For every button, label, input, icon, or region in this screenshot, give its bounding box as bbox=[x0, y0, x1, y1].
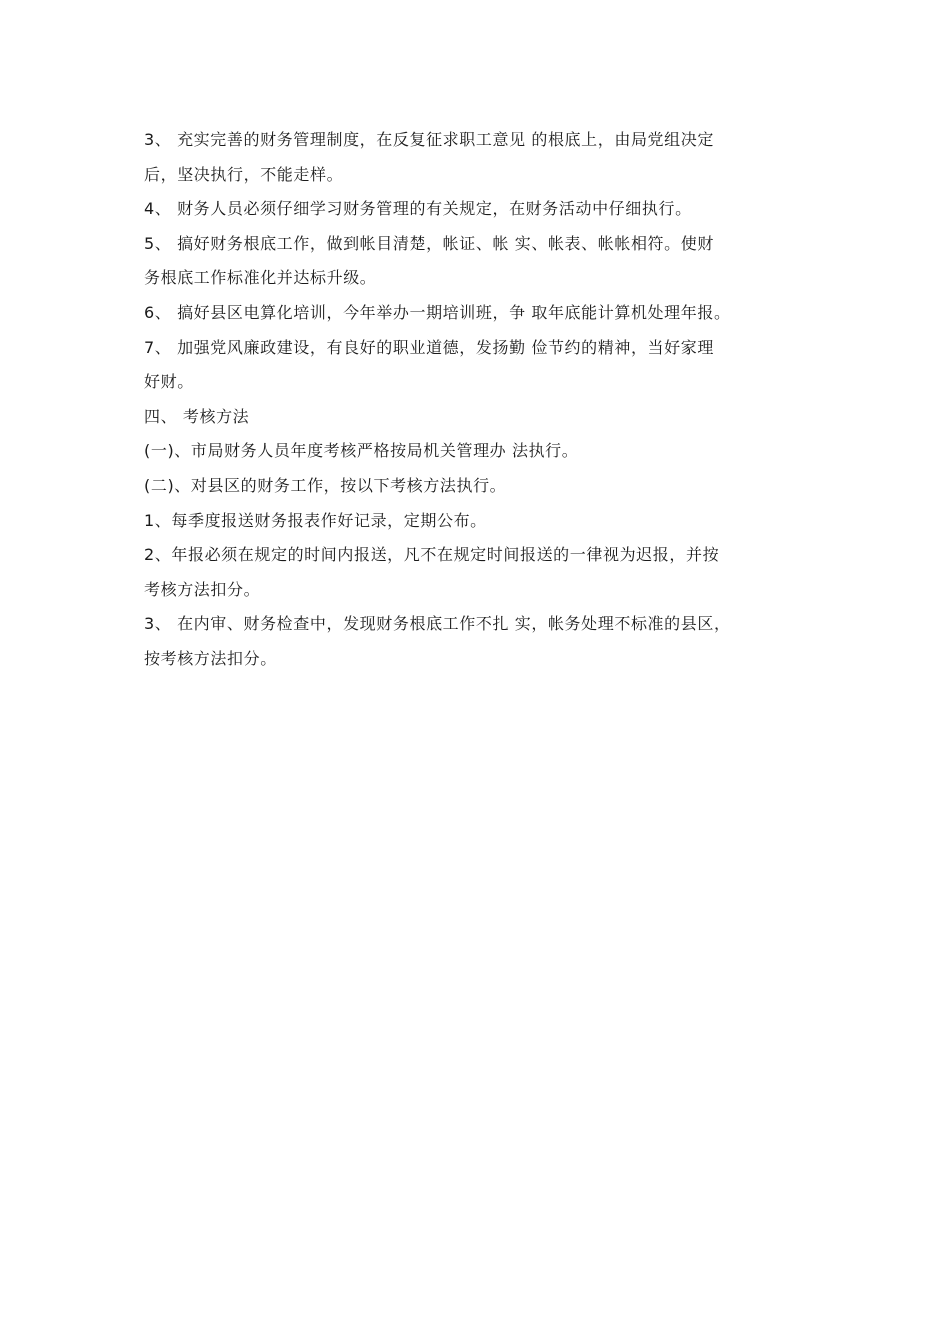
text-line: 3、 充实完善的财务管理制度，在反复征求职工意见 的根底上，由局党组决定 bbox=[144, 130, 714, 149]
text-line: 3、 在内审、财务检查中，发现财务根底工作不扎 实，帐务处理不标准的县区， bbox=[144, 614, 731, 634]
text-line: 2、年报必须在规定的时间内报送，凡不在规定时间报送的一律视为迟报，并按 bbox=[144, 545, 720, 565]
text-line: 5、 搞好财务根底工作，做到帐目清楚，帐证、帐 实、帐表、帐帐相符。使财 bbox=[144, 233, 714, 253]
text-line: 考核方法扣分。 bbox=[144, 579, 261, 599]
text-line: 好财。 bbox=[144, 372, 194, 392]
text-line: (二)、对县区的财务工作，按以下考核方法执行。 bbox=[144, 475, 507, 495]
text-line: 7、 加强党风廉政建设，有良好的职业道德，发扬勤 俭节约的精神，当好家理 bbox=[144, 337, 714, 357]
text-line: 4、 财务人员必须仔细学习财务管理的有关规定，在财务活动中仔细执行。 bbox=[144, 199, 692, 219]
text-line: (一)、市局财务人员年度考核严格按局机关管理办 法执行。 bbox=[144, 441, 579, 461]
text-line: 后，坚决执行，不能走样。 bbox=[144, 164, 344, 184]
text-line: 6、 搞好县区电算化培训，今年举办一期培训班，争 取年底能计算机处理年报。 bbox=[144, 302, 731, 322]
text-line: 按考核方法扣分。 bbox=[144, 648, 277, 668]
text-line: 务根底工作标准化并达标升级。 bbox=[144, 268, 377, 288]
section-heading: 四、 考核方法 bbox=[144, 406, 250, 426]
text-line: 1、每季度报送财务报表作好记录，定期公布。 bbox=[144, 510, 487, 530]
document-body bbox=[144, 123, 814, 677]
